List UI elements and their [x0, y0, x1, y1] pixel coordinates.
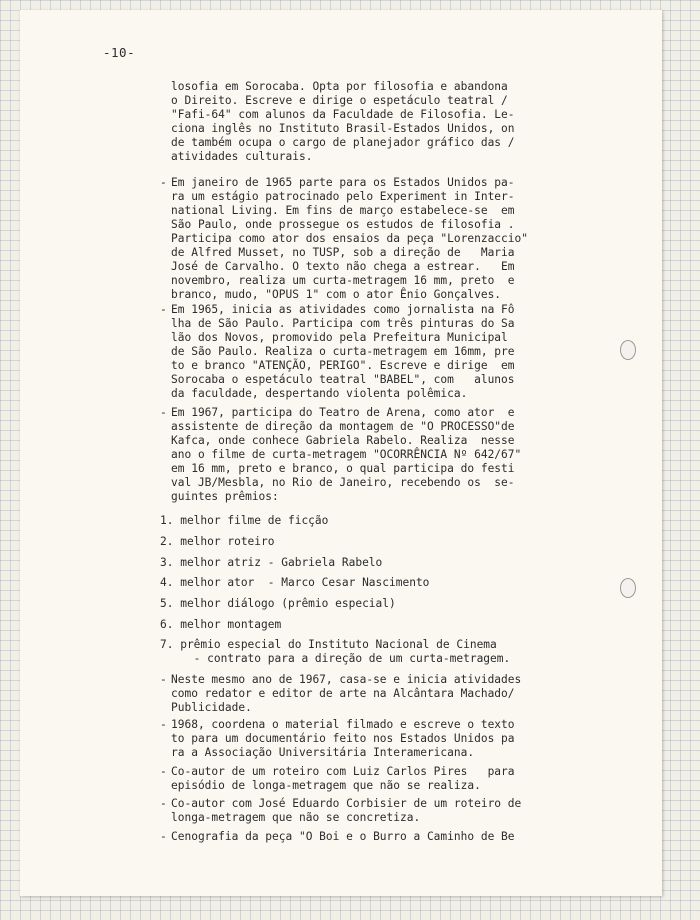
text-line: em 16 mm, preto e branco, o qual participa do festi: [171, 462, 515, 475]
text-line: José de Carvalho. O texto não chega a estrear. Em: [171, 260, 515, 273]
text-line: como redator e editor de arte na Alcântara Machado/: [171, 687, 515, 700]
prize-list-item: 5. melhor diálogo (prêmio especial): [160, 597, 396, 610]
prize-list-item: 6. melhor montagem: [160, 618, 282, 631]
text-line: Kafca, onde conhece Gabriela Rabelo. Realiza nesse: [171, 434, 515, 447]
text-line: de Alfred Musset, no TUSP, sob a direção de Maria: [171, 246, 515, 259]
text-line: to e branco "ATENÇÃO, PERIGO". Escreve e dirige em: [171, 359, 515, 372]
text-line: longa-metragem que não se concretiza.: [171, 811, 421, 824]
text-line: ano o filme de curta-metragem "OCORRÊNCIA Nº 642/67": [171, 448, 522, 461]
bio-paragraph: [171, 797, 521, 825]
text-line: Sorocaba o espetáculo teatral "BABEL", com alunos: [171, 373, 515, 386]
bullet-dash: -: [160, 718, 167, 731]
bio-paragraph: [171, 406, 521, 504]
text-line: to para um documentário feito nos Estados Unidos pa: [171, 732, 515, 745]
text-line: ra um estágio patrocinado pelo Experiment in Inter-: [171, 190, 515, 203]
text-line: Em 1965, inicia as atividades como jornalista na Fô: [171, 303, 515, 316]
text-line: ciona inglês no Instituto Brasil-Estados Unidos, on: [171, 122, 515, 135]
text-line: Em 1967, participa do Teatro de Arena, como ator e: [171, 406, 515, 419]
text-line: de também ocupa o cargo de planejador gráfico das /: [171, 136, 515, 149]
text-line: lha de São Paulo. Participa com três pinturas do Sa: [171, 317, 515, 330]
text-line: da faculdade, despertando violenta polêmica.: [171, 387, 468, 400]
text-line: assistente de direção da montagem de "O PROCESSO"de: [171, 420, 515, 433]
bullet-dash: -: [160, 765, 167, 778]
bullet-dash: -: [160, 406, 167, 419]
text-line: Participa como ator dos ensaios da peça "Lorenzaccio": [171, 232, 528, 245]
bullet-dash: -: [160, 797, 167, 810]
text-line: São Paulo, onde prossegue os estudos de filosofia .: [171, 218, 515, 231]
bio-paragraph: [171, 718, 515, 760]
text-line: national Living. Em fins de março estabelece-se em: [171, 204, 515, 217]
text-line: atividades culturais.: [171, 150, 313, 163]
bullet-dash: -: [160, 673, 167, 686]
bullet-dash: -: [160, 303, 167, 316]
text-line: Co-autor com José Eduardo Corbisier de um roteiro de: [171, 797, 522, 810]
punch-hole: [620, 578, 636, 598]
text-line: Publicidade.: [171, 701, 252, 714]
bullet-dash: -: [160, 830, 167, 843]
text-line: Neste mesmo ano de 1967, casa-se e inicia atividades: [171, 673, 522, 686]
text-line: Cenografia da peça "O Boi e o Burro a Caminho de Be: [171, 830, 515, 843]
prize-list-item: 7. prêmio especial do Instituto Nacional de Cinema: [160, 638, 497, 651]
prize-list-item: 2. melhor roteiro: [160, 535, 275, 548]
text-line: guintes prêmios:: [171, 490, 279, 503]
text-line: Co-autor de um roteiro com Luiz Carlos Pires para: [171, 765, 515, 778]
prize-list-item: - contrato para a direção de um curta-metragem.: [160, 652, 511, 665]
prize-list-item: 3. melhor atriz - Gabriela Rabelo: [160, 556, 383, 569]
bio-paragraph: [171, 303, 515, 401]
bio-paragraph: [171, 673, 521, 715]
text-line: 1968, coordena o material filmado e escreve o texto: [171, 718, 515, 731]
text-line: "Fafi-64" com alunos da Faculdade de Filosofia. Le-: [171, 108, 515, 121]
text-line: losofia em Sorocaba. Opta por filosofia e abandona: [171, 80, 508, 93]
text-line: de São Paulo. Realiza o curta-metragem em 16mm, pre: [171, 345, 515, 358]
text-line: o Direito. Escreve e dirige o espetáculo teatral /: [171, 94, 508, 107]
bullet-dash: -: [160, 176, 167, 189]
intro-paragraph: [171, 80, 515, 164]
bio-paragraph: [171, 830, 515, 844]
text-line: branco, mudo, "OPUS 1" com o ator Ênio Gonçalves.: [171, 288, 502, 301]
text-line: val JB/Mesbla, no Rio de Janeiro, recebendo os se-: [171, 476, 515, 489]
text-line: ra a Associação Universitária Interamericana.: [171, 746, 475, 759]
prize-list-item: 4. melhor ator - Marco Cesar Nascimento: [160, 576, 430, 589]
bio-paragraph: [171, 765, 515, 793]
text-line: lão dos Novos, promovido pela Prefeitura Municipal: [171, 331, 508, 344]
text-line: novembro, realiza um curta-metragem 16 mm, preto e: [171, 274, 515, 287]
bio-paragraph: [171, 176, 528, 302]
text-line: episódio de longa-metragem que não se realiza.: [171, 779, 481, 792]
text-line: Em janeiro de 1965 parte para os Estados Unidos pa-: [171, 176, 515, 189]
prize-list-item: 1. melhor filme de ficção: [160, 514, 329, 527]
page-number: -10-: [103, 45, 136, 60]
punch-hole: [620, 340, 636, 360]
